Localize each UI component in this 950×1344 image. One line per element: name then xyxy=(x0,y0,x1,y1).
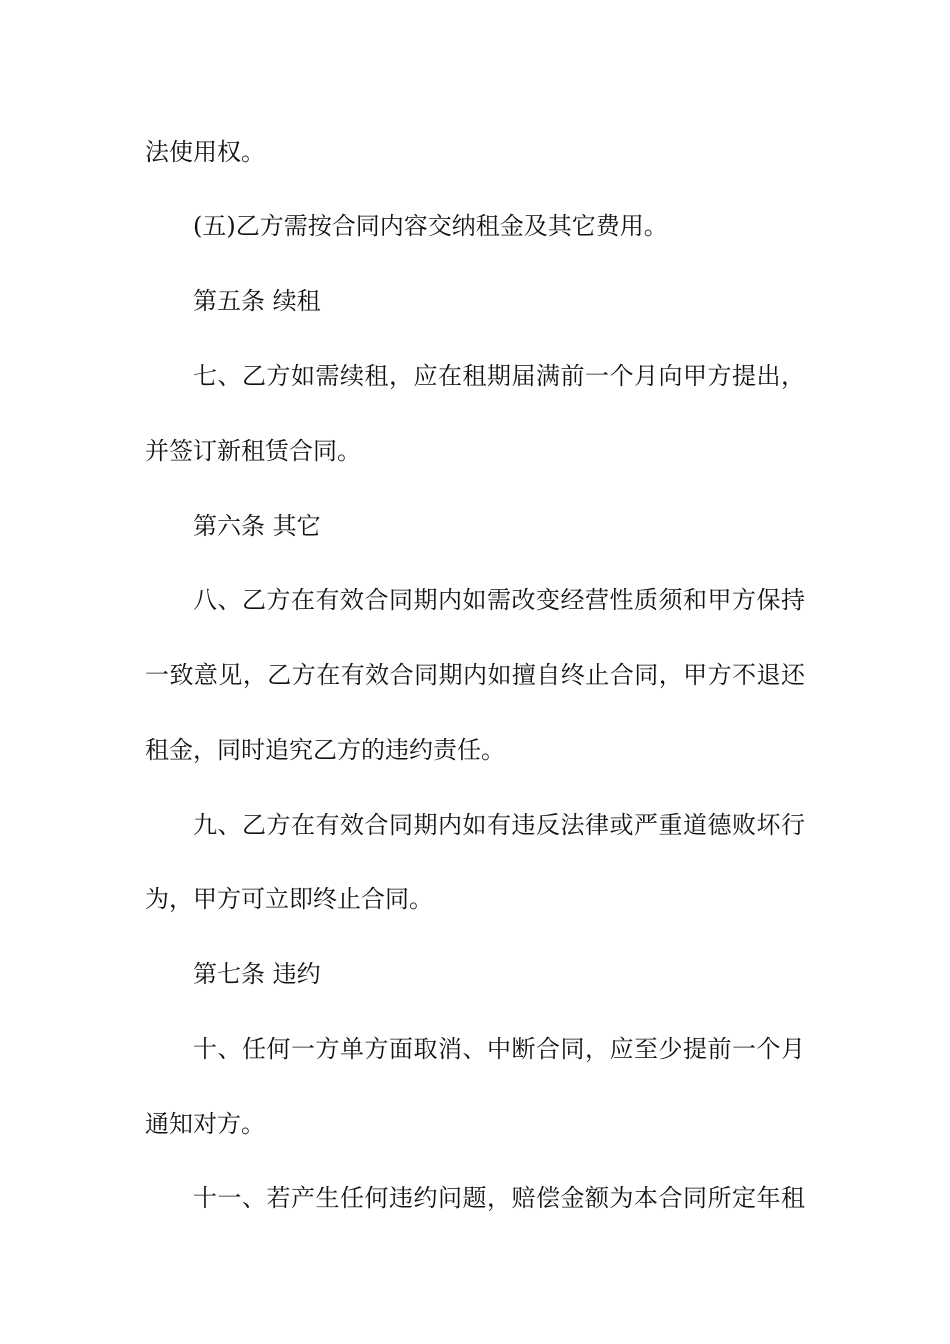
section-heading: 第七条 违约 xyxy=(193,960,321,988)
text-line: (五)乙方需按合同内容交纳租金及其它费用。 xyxy=(193,212,668,240)
text-line: 通知对方。 xyxy=(145,1110,265,1138)
section-heading: 第五条 续租 xyxy=(193,287,321,315)
text-line: 租金，同时追究乙方的违约责任。 xyxy=(145,736,505,764)
section-heading: 第六条 其它 xyxy=(193,512,321,540)
text-line: 九、乙方在有效合同期内如有违反法律或严重道德败坏行 xyxy=(193,811,805,839)
text-line: 十一、若产生任何违约问题，赔偿金额为本合同所定年租 xyxy=(193,1184,805,1212)
text-line: 八、乙方在有效合同期内如需改变经营性质须和甲方保持 xyxy=(193,586,805,614)
text-line: 为，甲方可立即终止合同。 xyxy=(145,885,433,913)
text-line: 十、任何一方单方面取消、中断合同，应至少提前一个月 xyxy=(193,1035,805,1063)
text-line: 并签订新租赁合同。 xyxy=(145,437,361,465)
text-line: 法使用权。 xyxy=(145,138,265,166)
text-line: 七、乙方如需续租，应在租期届满前一个月向甲方提出， xyxy=(193,362,805,390)
text-line: 一致意见，乙方在有效合同期内如擅自终止合同，甲方不退还 xyxy=(145,661,805,689)
